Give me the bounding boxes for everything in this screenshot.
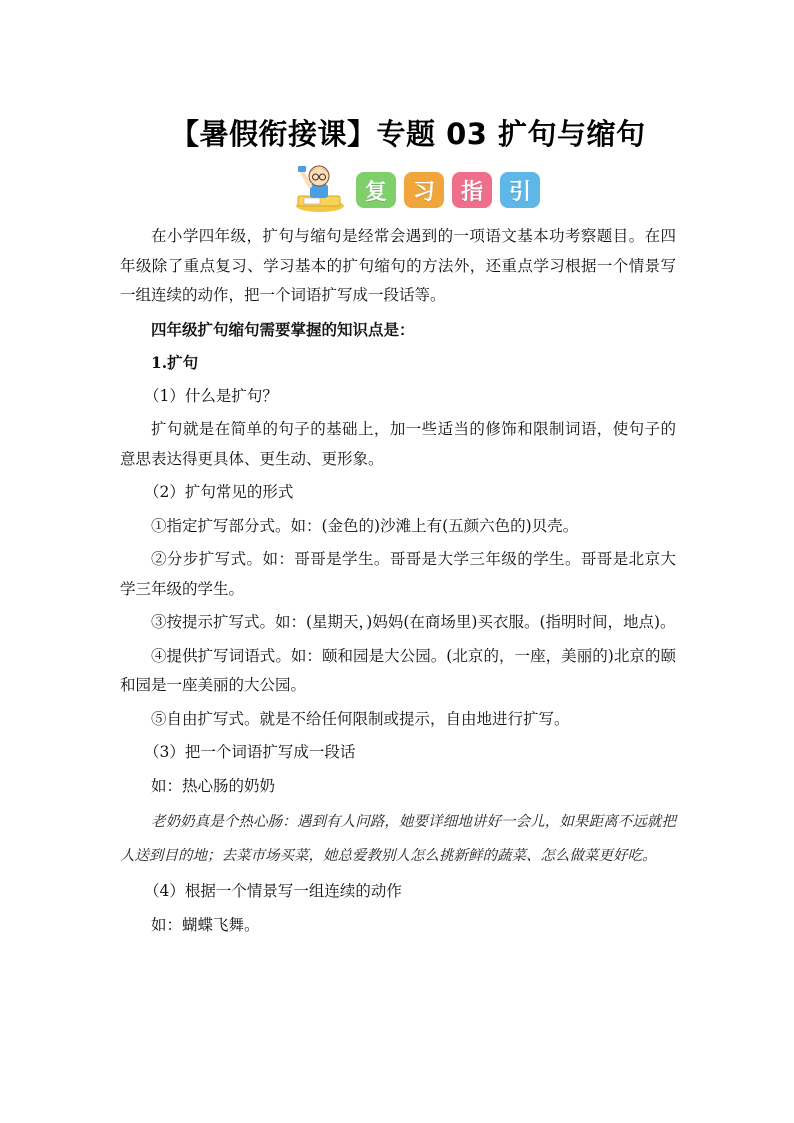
question-1: （1）什么是扩句？ [144,386,278,405]
document-body [120,222,676,944]
intro-paragraph: 在小学四年级，扩句与缩句是经常会遇到的一项语文基本功考察题目。在四年级除了重点复习、学习基本的扩句缩句的方法外，还重点学习根据一个情景写一组连续的动作，把一个词语扩写成一段话等。 [120,227,676,304]
example-2: 如：蝴蝶飞舞。 [151,915,260,934]
form-item-1: ①指定扩写部分式。如：(金色的)沙滩上有(五颜六色的)贝壳。 [151,516,579,535]
handwritten-example: 老奶奶真是个热心肠：遇到有人问路，她要详细地讲好一会儿，如果距离不远就把人送到目的地；去菜市场买菜，她总爱教别人怎么挑新鲜的蔬菜、怎么做菜更好吃。 [120,814,676,864]
question-4: （4）根据一个情景写一组连续的动作 [144,882,402,900]
section-heading-expand: 1.扩句 [151,353,199,372]
form-item-2: ②分步扩写式。如：哥哥是学生。哥哥是大学三年级的学生。哥哥是北京大学三年级的学生。 [120,550,676,598]
form-item-3: ③按提示扩写式。如：(星期天，)妈妈(在商场里)买衣服。(指明时间，地点)。 [151,613,676,631]
definition-paragraph: 扩句就是在简单的句子的基础上，加一些适当的修饰和限制词语，使句子的意思表达得更具体、更生动、更形象。 [120,420,676,468]
form-item-5: ⑤自由扩写式。就是不给任何限制或提示，自由地进行扩写。 [151,709,570,728]
student-reading-icon [290,160,346,214]
banner-char-1: 复 [356,172,396,208]
banner-char-3: 指 [452,172,492,208]
page-title: 【暑假衔接课】专题 03 扩句与缩句 [170,117,646,151]
banner-char-2: 习 [404,172,444,208]
example-1: 如：热心肠的奶奶 [151,776,276,795]
form-item-4: ④提供扩写词语式。如：颐和园是大公园。(北京的，一座，美丽的)北京的颐和园是一座美丽的大公园。 [120,646,676,694]
review-guide-banner [290,160,550,214]
banner-char-4: 引 [500,172,540,208]
question-2: （2）扩句常见的形式 [144,483,294,501]
knowledge-heading: 四年级扩句缩句需要掌握的知识点是： [151,319,415,339]
question-3: （3）把一个词语扩写成一段话 [144,743,356,761]
